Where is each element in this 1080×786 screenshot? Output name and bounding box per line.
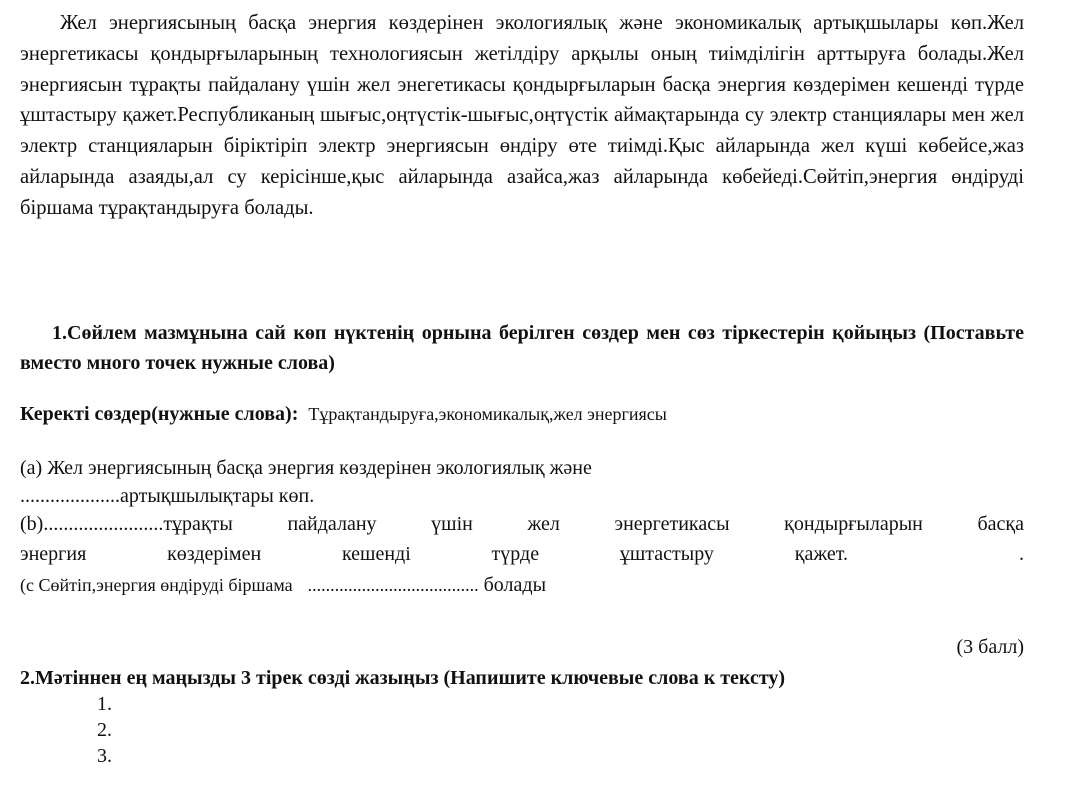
reading-paragraph	[20, 8, 1024, 224]
item-a-line1: (а) Жел энергиясының басқа энергия көздерінен экологиялық және	[20, 457, 592, 479]
item-b-line1: (b)........................тұрақты пайдалану үшін жел энергетикасы қондырғыларын басқа	[20, 513, 1024, 535]
task2-heading: 2.Мәтіннен ең маңызды 3 тірек сөзді жазыңыз (Напишите ключевые слова к тексту)	[20, 667, 786, 689]
answer-list	[97, 691, 112, 769]
item-a-line2: ....................артықшылықтары көп.	[20, 485, 315, 507]
score-label: (3 балл)	[956, 636, 1024, 658]
item-c-dots: ......................................	[307, 575, 479, 595]
item-b-trailing-dot: .	[1019, 543, 1024, 565]
task1-heading	[20, 318, 1024, 378]
keywords-value: Тұрақтандыруға,экономикалық,жел энергиясы	[308, 404, 667, 424]
item-b-line2: энергия көздерімен кешенді түрде ұштастыру қажет.	[20, 543, 848, 565]
keywords-line	[20, 400, 1024, 428]
paragraph-text: Жел энергиясының басқа энергия көздерінен экологиялық және экономикалық артықшылары көп.Жел энергетикасы қондырғыларының технологиясын жетілдіру арқылы оның тиімділігін арттыруға болады.Жел энергиясын тұрақты пайдалану үшін жел энегетикасы қондырғыларын басқа энергия көздерімен кешенді түрде ұштастыру қажет.Республиканың шығыс,оңтүстік-шығыс,оңтүстік аймақтарында су электр станциялары мен жел электр станцияларын біріктіріп электр энергиясын өндіру өте тиімді.Қыс айларында жел күші көбейсе,жаз айларында азаяды,ал су керісінше,қыс айларында азайса,жаз айларында көбейеді.Сөйтіп,энергия өндіруді біршама тұрақтандыруға болады.	[20, 12, 1024, 219]
task1-heading-text: 1.Сөйлем мазмұнына сай көп нүктенің орнына берілген сөздер мен сөз тіркестерін қойыңыз (Поставьте вместо много точек нужные слова)	[20, 322, 1024, 374]
item-b-line2-row	[20, 540, 1024, 568]
item-c-end: болады	[483, 574, 547, 596]
item-c-line	[20, 571, 1024, 599]
keywords-label: Керекті сөздер(нужные слова):	[20, 403, 299, 425]
answer-item-1: 1.	[97, 693, 112, 715]
answer-item-3: 3.	[97, 745, 112, 767]
answer-item-2: 2.	[97, 719, 112, 741]
item-c-start: (с Сөйтіп,энергия өндіруді біршама	[20, 575, 293, 595]
